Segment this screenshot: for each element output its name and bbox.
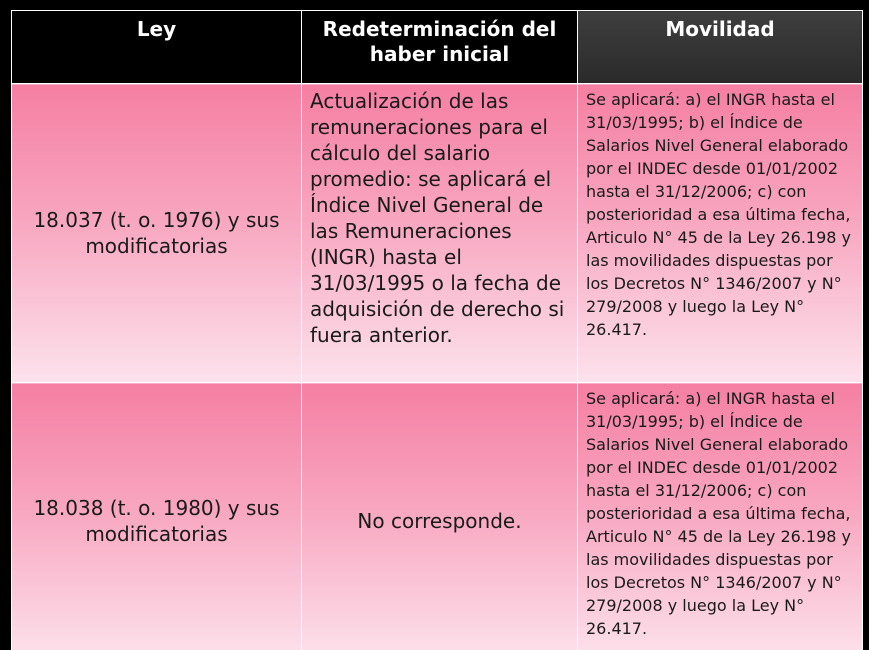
table-row — [12, 84, 863, 383]
table-row — [12, 383, 863, 650]
header-redeterminacion: Redeterminación del haber inicial — [302, 11, 578, 84]
header-movilidad: Movilidad — [578, 11, 863, 84]
table-header-row — [12, 11, 863, 84]
header-ley: Ley — [12, 11, 302, 84]
cell-redeterminacion: No corresponde. — [302, 383, 578, 650]
cell-ley: 18.037 (t. o. 1976) y sus modificatorias — [12, 84, 302, 383]
cell-ley: 18.038 (t. o. 1980) y sus modificatorias — [12, 383, 302, 650]
cell-redeterminacion: Actualización de las remuneraciones para el cálculo del salario promedio: se aplicará el Índice Nivel General de las Remuneraciones (INGR) hasta el 31/03/1995 o la fecha de adquisición de derecho si fuera anterior. — [302, 84, 578, 383]
ley-comparison-table — [11, 10, 863, 650]
cell-movilidad: Se aplicará: a) el INGR hasta el 31/03/1995; b) el Índice de Salarios Nivel General elaborado por el INDEC desde 01/01/2002 hasta el 31/12/2006; c) con posterioridad a esa última fecha, Articulo N° 45 de la Ley 26.198 y las movilidades dispuestas por los Decretos N° 1346/2007 y N° 279/2008 y luego la Ley N° 26.417. — [578, 383, 863, 650]
cell-movilidad: Se aplicará: a) el INGR hasta el 31/03/1995; b) el Índice de Salarios Nivel General elaborado por el INDEC desde 01/01/2002 hasta el 31/12/2006; c) con posterioridad a esa última fecha, Articulo N° 45 de la Ley 26.198 y las movilidades dispuestas por los Decretos N° 1346/2007 y N° 279/2008 y luego la Ley N° 26.417. — [578, 84, 863, 383]
